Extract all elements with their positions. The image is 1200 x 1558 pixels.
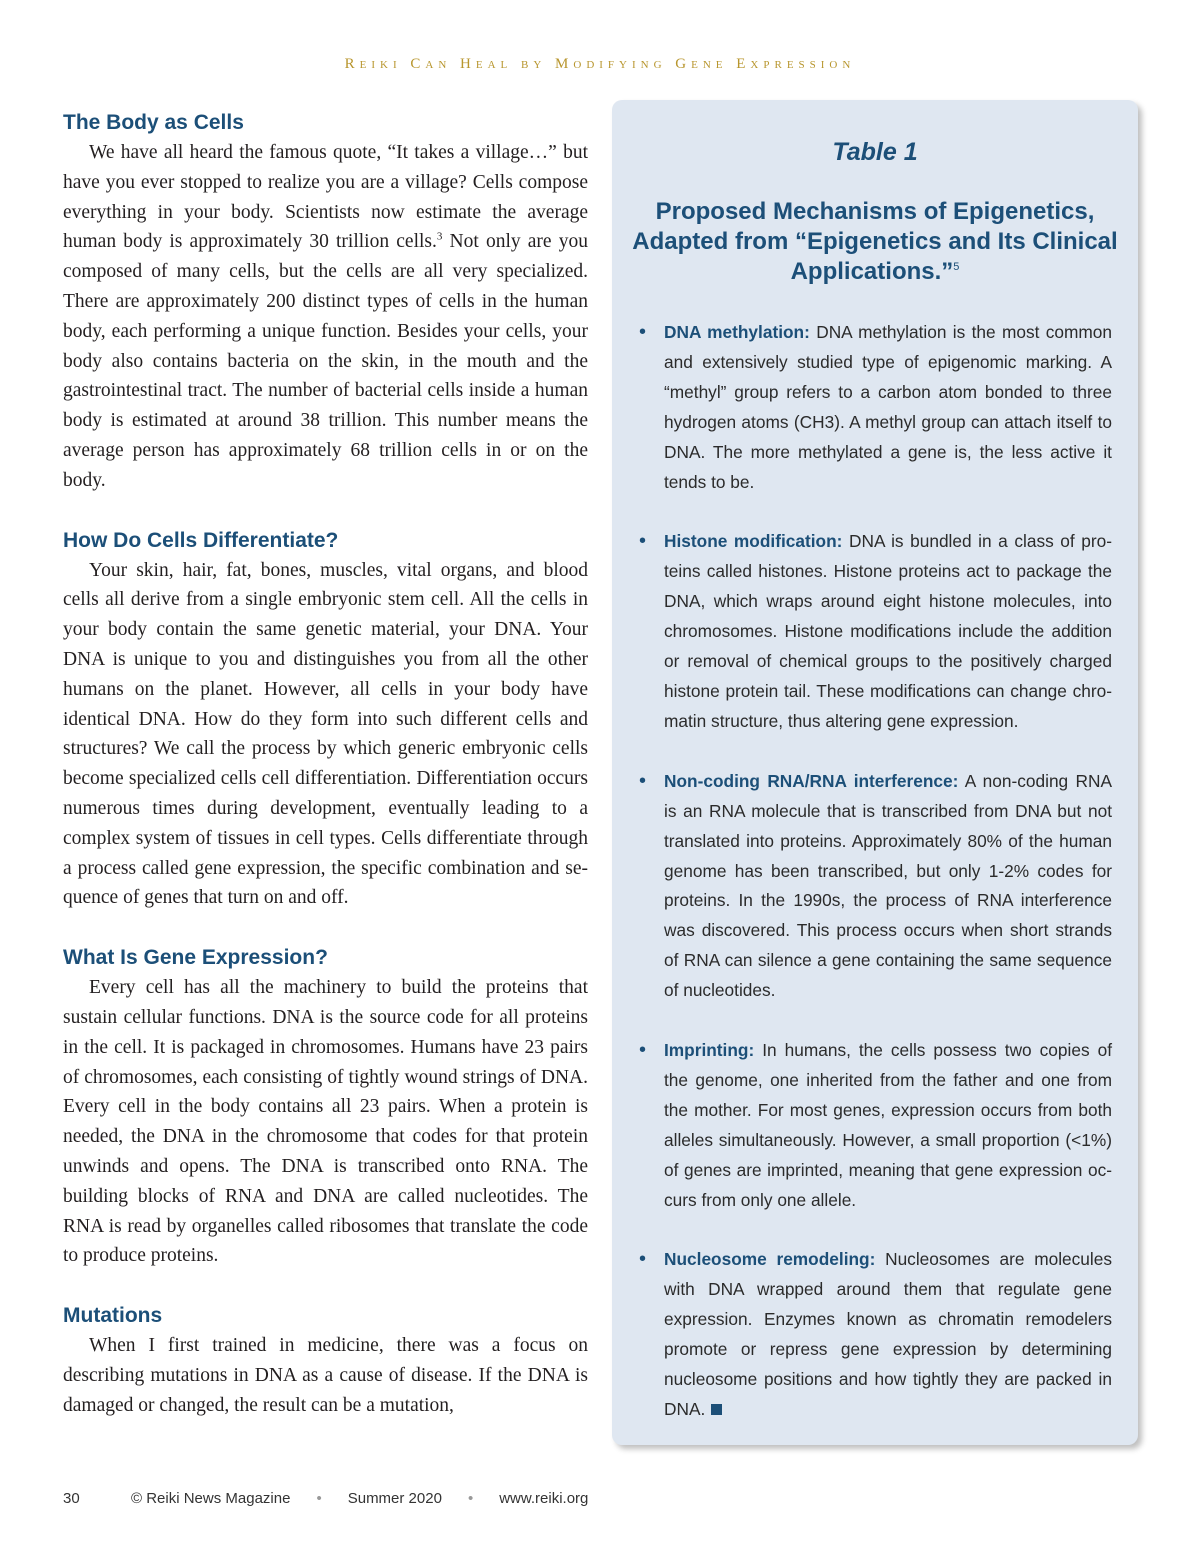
section-heading: Mutations	[63, 1304, 163, 1328]
mechanism-description: DNA is bundled in a class of proteins called histones. Histone proteins act to package the DNA, which wraps around eight histone molecules, into chromosomes. Histone modifications include the addition or removal of chemical groups to the positively charged histone protein tail. These modifications can change chromatin structure, thus altering gene expression.	[664, 531, 1112, 731]
mechanism-term: Non-coding RNA/RNA interference:	[664, 770, 959, 791]
mechanism-term: DNA methylation:	[664, 322, 810, 342]
mechanism-description: DNA methylation is the most common and extensively studied type of epigenomic marking. A “methyl” group refers to a carbon atom bonded to three hydrogen atoms (CH3). A methyl group can attach itself to DNA. The more methylated a gene is, the less active it tends to be.	[664, 322, 1112, 492]
running-head: Reiki Can Heal by Modifying Gene Expression	[344, 56, 856, 72]
footnote-ref: 3	[436, 230, 443, 243]
section-gene-expression	[63, 943, 588, 1271]
table-title-text: Proposed Mechanisms of Epigenetics, Adapted from “Epigenetics and Its Clinical Applications.”	[632, 198, 1118, 285]
list-item	[636, 1036, 1112, 1215]
section-cell-differentiation	[63, 526, 588, 914]
section-paragraph: When I first trained in medicine, there was a focus on describing mutations in DNA as a cause of disease. If the DNA is damaged or changed, the result can be a mutation,	[63, 1335, 588, 1416]
separator-icon: •	[316, 1490, 322, 1507]
article-column	[63, 108, 588, 1450]
list-item	[636, 527, 1112, 736]
mechanism-description: In humans, the cells possess two copies of the genome, one inherited from the father and one from the mother. For most genes, expression occurs from both alleles simultaneously. However, a small proportion (<1%) of genes are imprinted, meaning that gene expression occurs from only one allele.	[664, 1040, 1112, 1210]
publication-name: © Reiki News Magazine	[131, 1490, 291, 1507]
table-label: Table 1	[832, 138, 918, 166]
section-paragraph	[63, 138, 588, 496]
page-number: 30	[63, 1490, 80, 1507]
section-heading: The Body as Cells	[63, 111, 244, 134]
paragraph-text: We have all heard the famous quote, “It takes a village…” but have you ever stopped to realize you are a village? Cells compose everything in your body. Scientists now estimate the average human body is approximately 30 trillion cells.	[63, 142, 588, 253]
bullet-icon: •	[639, 321, 647, 343]
footnote-ref: 5	[953, 261, 960, 273]
website-link[interactable]: www.reiki.org	[499, 1490, 589, 1507]
mechanism-term: Imprinting:	[664, 1040, 755, 1061]
list-item	[636, 318, 1112, 497]
bullet-icon: •	[639, 769, 647, 792]
section-paragraph: Your skin, hair, fat, bones, muscles, vital organs, and blood cells all derive from a single embryonic stem cell. All the cells in your body contain the same genetic material, your DNA. Your DNA is unique to you and distinguishes you from all the other humans on the planet. However, all cells in your body have identical DNA. How do they form into such different cells and structures? We call the process by which generic embryonic cells become specialized cells cell differentiation. Differentiation occurs numerous times during development, eventually leading to a complex system of tissues in cell types. Cells differentiate through a process called gene expression, the specific combination and sequence of genes that turn on and off.	[63, 559, 588, 909]
section-mutations	[63, 1301, 588, 1420]
end-mark-icon	[711, 1404, 722, 1415]
mechanism-list	[636, 318, 1112, 1455]
section-paragraph: Every cell has all the machinery to build the proteins that sustain cellular functions. DNA is the source code for all proteins in the cell. It is packaged in chromosomes. Humans have 23 pairs of chromosomes, each consisting of tightly wound strings of DNA. Every cell in the body contains all 23 pairs. When a protein is needed, the DNA in the chromosome that codes for that protein unwinds and opens. The DNA is transcribed onto RNA. The building blocks of RNA and DNA are called nucleotides. The RNA is read by organelles called ribosomes that translate the code to produce proteins.	[63, 977, 588, 1267]
mechanism-term: Histone modification:	[664, 531, 843, 552]
page-footer	[63, 1490, 588, 1507]
section-body-as-cells	[63, 108, 588, 496]
mechanism-description: Nucleosomes are molecules with DNA wrapped around them that regulate gene expression. Enzymes known as chromatin remodelers promote or repress gene expression by determining nucleosome positions and how tightly they are packed in DNA.	[664, 1249, 1112, 1419]
paragraph-text: Not only are you composed of many cells, but the cells are all very specialized. There are approximately 200 distinct types of cells in the human body, each performing a unique function. Besides your cells, your body also contains bacteria on the skin, in the mouth and the gastrointestinal tract. The number of bacterial cells inside a human body is estimated at around 38 trillion. This number means the average person has approximately 68 trillion cells in or on the body.	[63, 231, 588, 491]
bullet-icon: •	[639, 1039, 647, 1062]
bullet-icon: •	[639, 1248, 647, 1271]
table-title	[612, 197, 1138, 287]
section-heading: What Is Gene Expression?	[63, 946, 328, 970]
list-item	[636, 767, 1112, 1006]
list-item	[636, 1245, 1112, 1424]
bullet-icon: •	[639, 530, 647, 553]
mechanism-description: A non-coding RNA is an RNA molecule that is transcribed from DNA but not translated into proteins. Approximately 80% of the human genome has been transcribed, but only 1-2% codes for proteins. In the 1990s, the process of RNA interference was discovered. This process occurs when short strands of RNA can silence a gene containing the same sequence of nucleotides.	[664, 770, 1112, 1001]
issue-date: Summer 2020	[347, 1490, 442, 1507]
separator-icon: •	[467, 1490, 474, 1507]
mechanism-term: Nucleosome remodeling:	[664, 1249, 876, 1270]
section-heading: How Do Cells Differentiate?	[63, 528, 339, 552]
